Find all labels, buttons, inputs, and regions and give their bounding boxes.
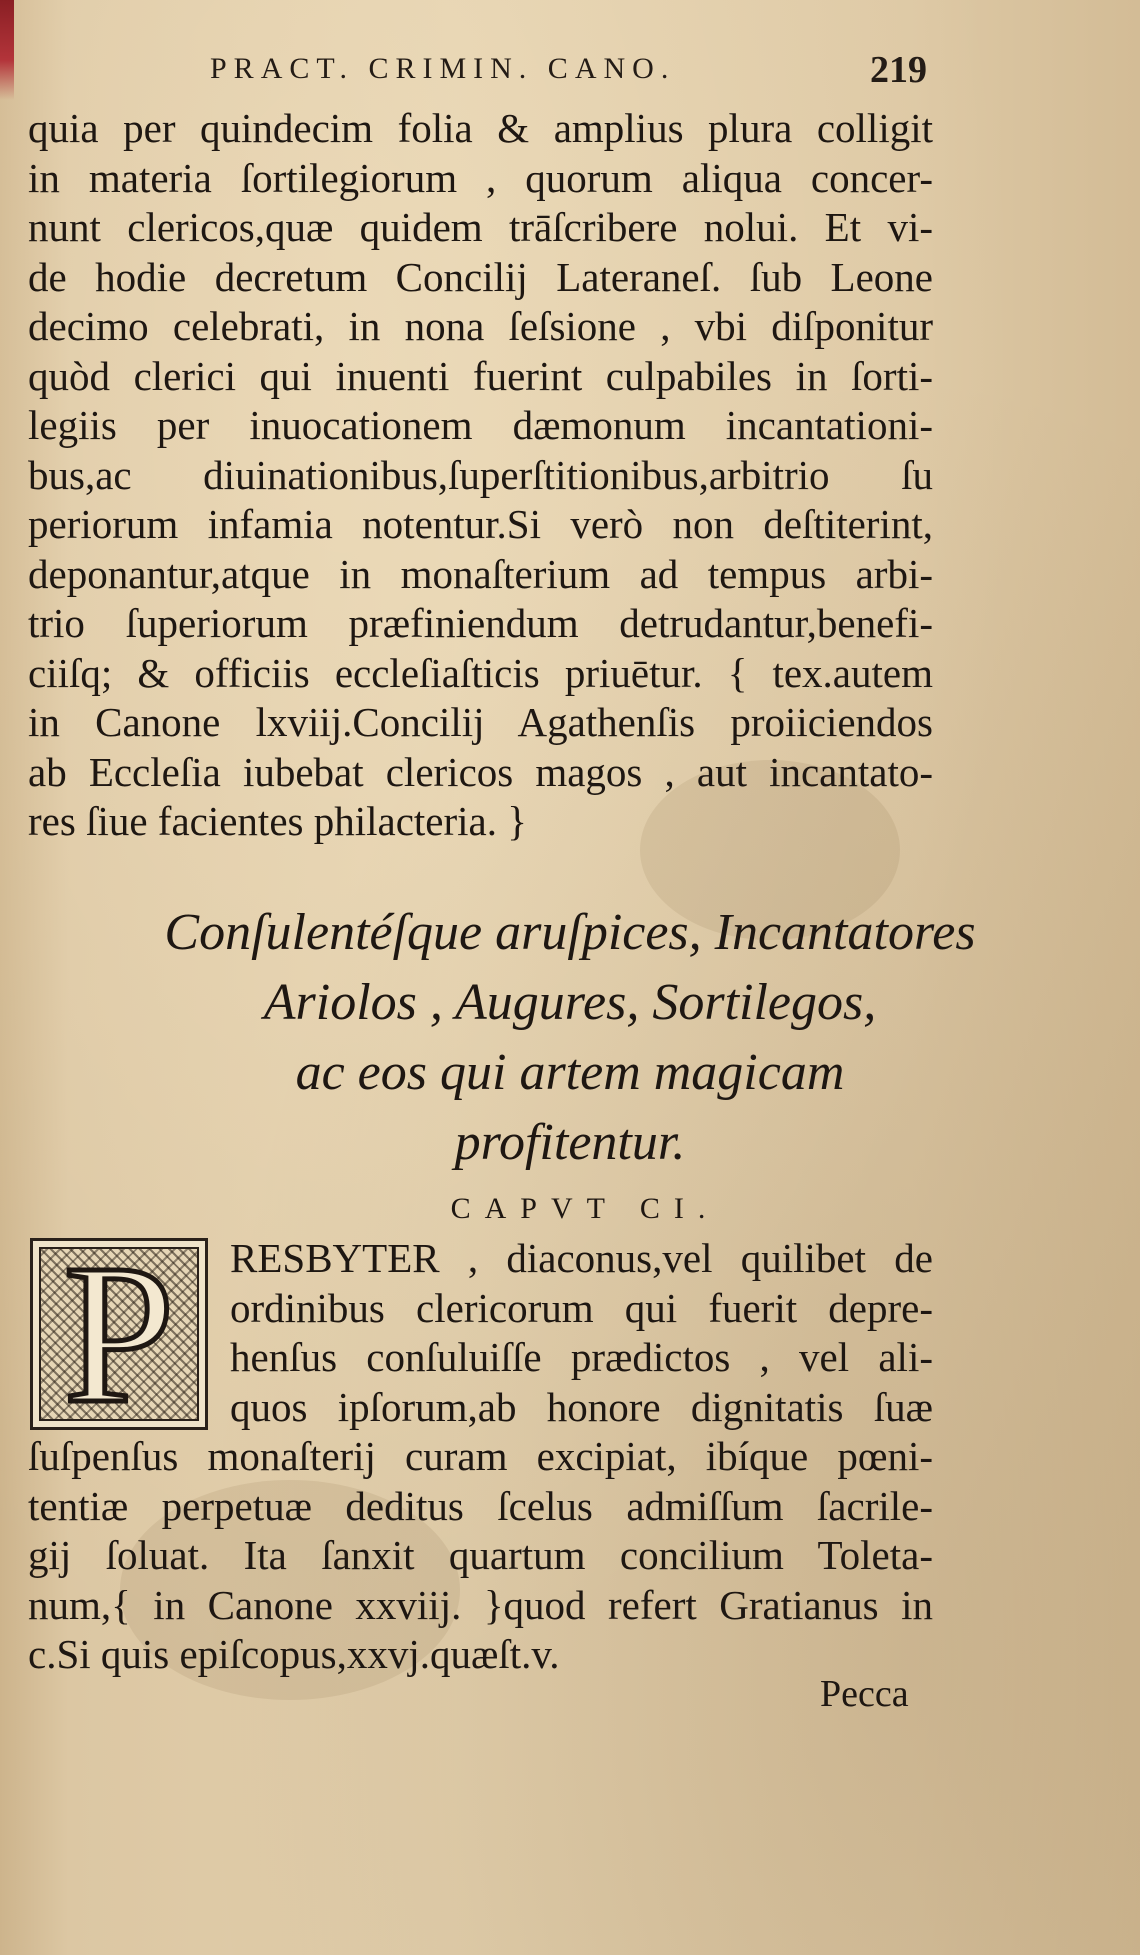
text-line: henſus conſuluiſſe prædictos , vel ali-	[230, 1334, 933, 1380]
text-line: ciiſq; & officiis eccleſiaſticis priuētur. { tex.autem	[28, 649, 933, 696]
text-line: trio ſuperiorum præfiniendum detrudantur,benefi-	[28, 600, 933, 646]
body-text	[28, 104, 933, 847]
text-line: quos ipſorum,ab honore dignitatis ſuæ	[230, 1383, 933, 1430]
page-number: 219	[870, 49, 927, 91]
text-line: tentiæ perpetuæ deditus ſcelus admiſſum ſacrile-	[28, 1482, 933, 1529]
text-line: in materia ſortilegiorum , quorum aliqua concer-	[28, 154, 933, 201]
text-line: num,{ in Canone xxviij. }quod refert Gratianus in	[28, 1581, 933, 1628]
heading-line: profitentur.	[454, 1114, 686, 1171]
text-line: ſuſpenſus monaſterij curam excipiat, ibíque pœni-	[28, 1433, 933, 1479]
text-line: c.Si quis epiſcopus,xxvj.quæſt.v.	[28, 1631, 560, 1677]
catchword: Pecca	[820, 1673, 909, 1715]
text-line: legiis per inuocationem dæmonum incantationi-	[28, 402, 933, 448]
text-line: gij ſoluat. Ita ſanxit quartum concilium Toleta-	[28, 1532, 933, 1578]
heading-line: Conſulentéſque aruſpices, Incantatores	[164, 904, 976, 961]
running-head: PRACT. CRIMIN. CANO.	[210, 52, 676, 85]
text-line: quia per quindecim folia & amplius plura colligit	[28, 105, 933, 151]
text-line: ab Eccleſia iubebat clericos magos , aut incantato-	[28, 748, 933, 795]
text-line: de hodie decretum Concilij Lateraneſ. ſub Leone	[28, 253, 933, 300]
binding-edge	[0, 0, 14, 100]
heading-line: ac eos qui artem magicam	[295, 1044, 845, 1101]
text-line: res ſiue facientes philacteria. }	[28, 798, 527, 844]
chapter-heading	[0, 898, 1140, 1178]
text-line: decimo celebrati, in nona ſeſsione , vbi diſponitur	[28, 303, 933, 349]
text-line: quòd clerici qui inuenti fuerint culpabiles in ſorti-	[28, 352, 933, 399]
text-line: bus,ac diuinationibus,ſuperſtitionibus,arbitrio ſu	[28, 451, 933, 498]
heading-line: Ariolos , Augures, Sortilegos,	[263, 974, 877, 1031]
text-line: nunt clericos,quæ quidem trāſcribere nolui. Et vi-	[28, 204, 933, 250]
text-line: ordinibus clericorum qui fuerit depre-	[230, 1284, 933, 1331]
initial-letter: P	[63, 1247, 175, 1421]
text-line: in Canone lxviij.Concilij Agathenſis proiiciendos	[28, 699, 933, 745]
chapter-label: CAPVT CI.	[450, 1192, 720, 1225]
text-line: RESBYTER , diaconus,vel quilibet de	[230, 1235, 933, 1281]
chapter-text	[28, 1234, 933, 1680]
text-line: periorum infamia notentur.Si verò non deſtiterint,	[28, 501, 933, 547]
text-line: deponantur,atque in monaſterium ad tempus arbi-	[28, 550, 933, 597]
